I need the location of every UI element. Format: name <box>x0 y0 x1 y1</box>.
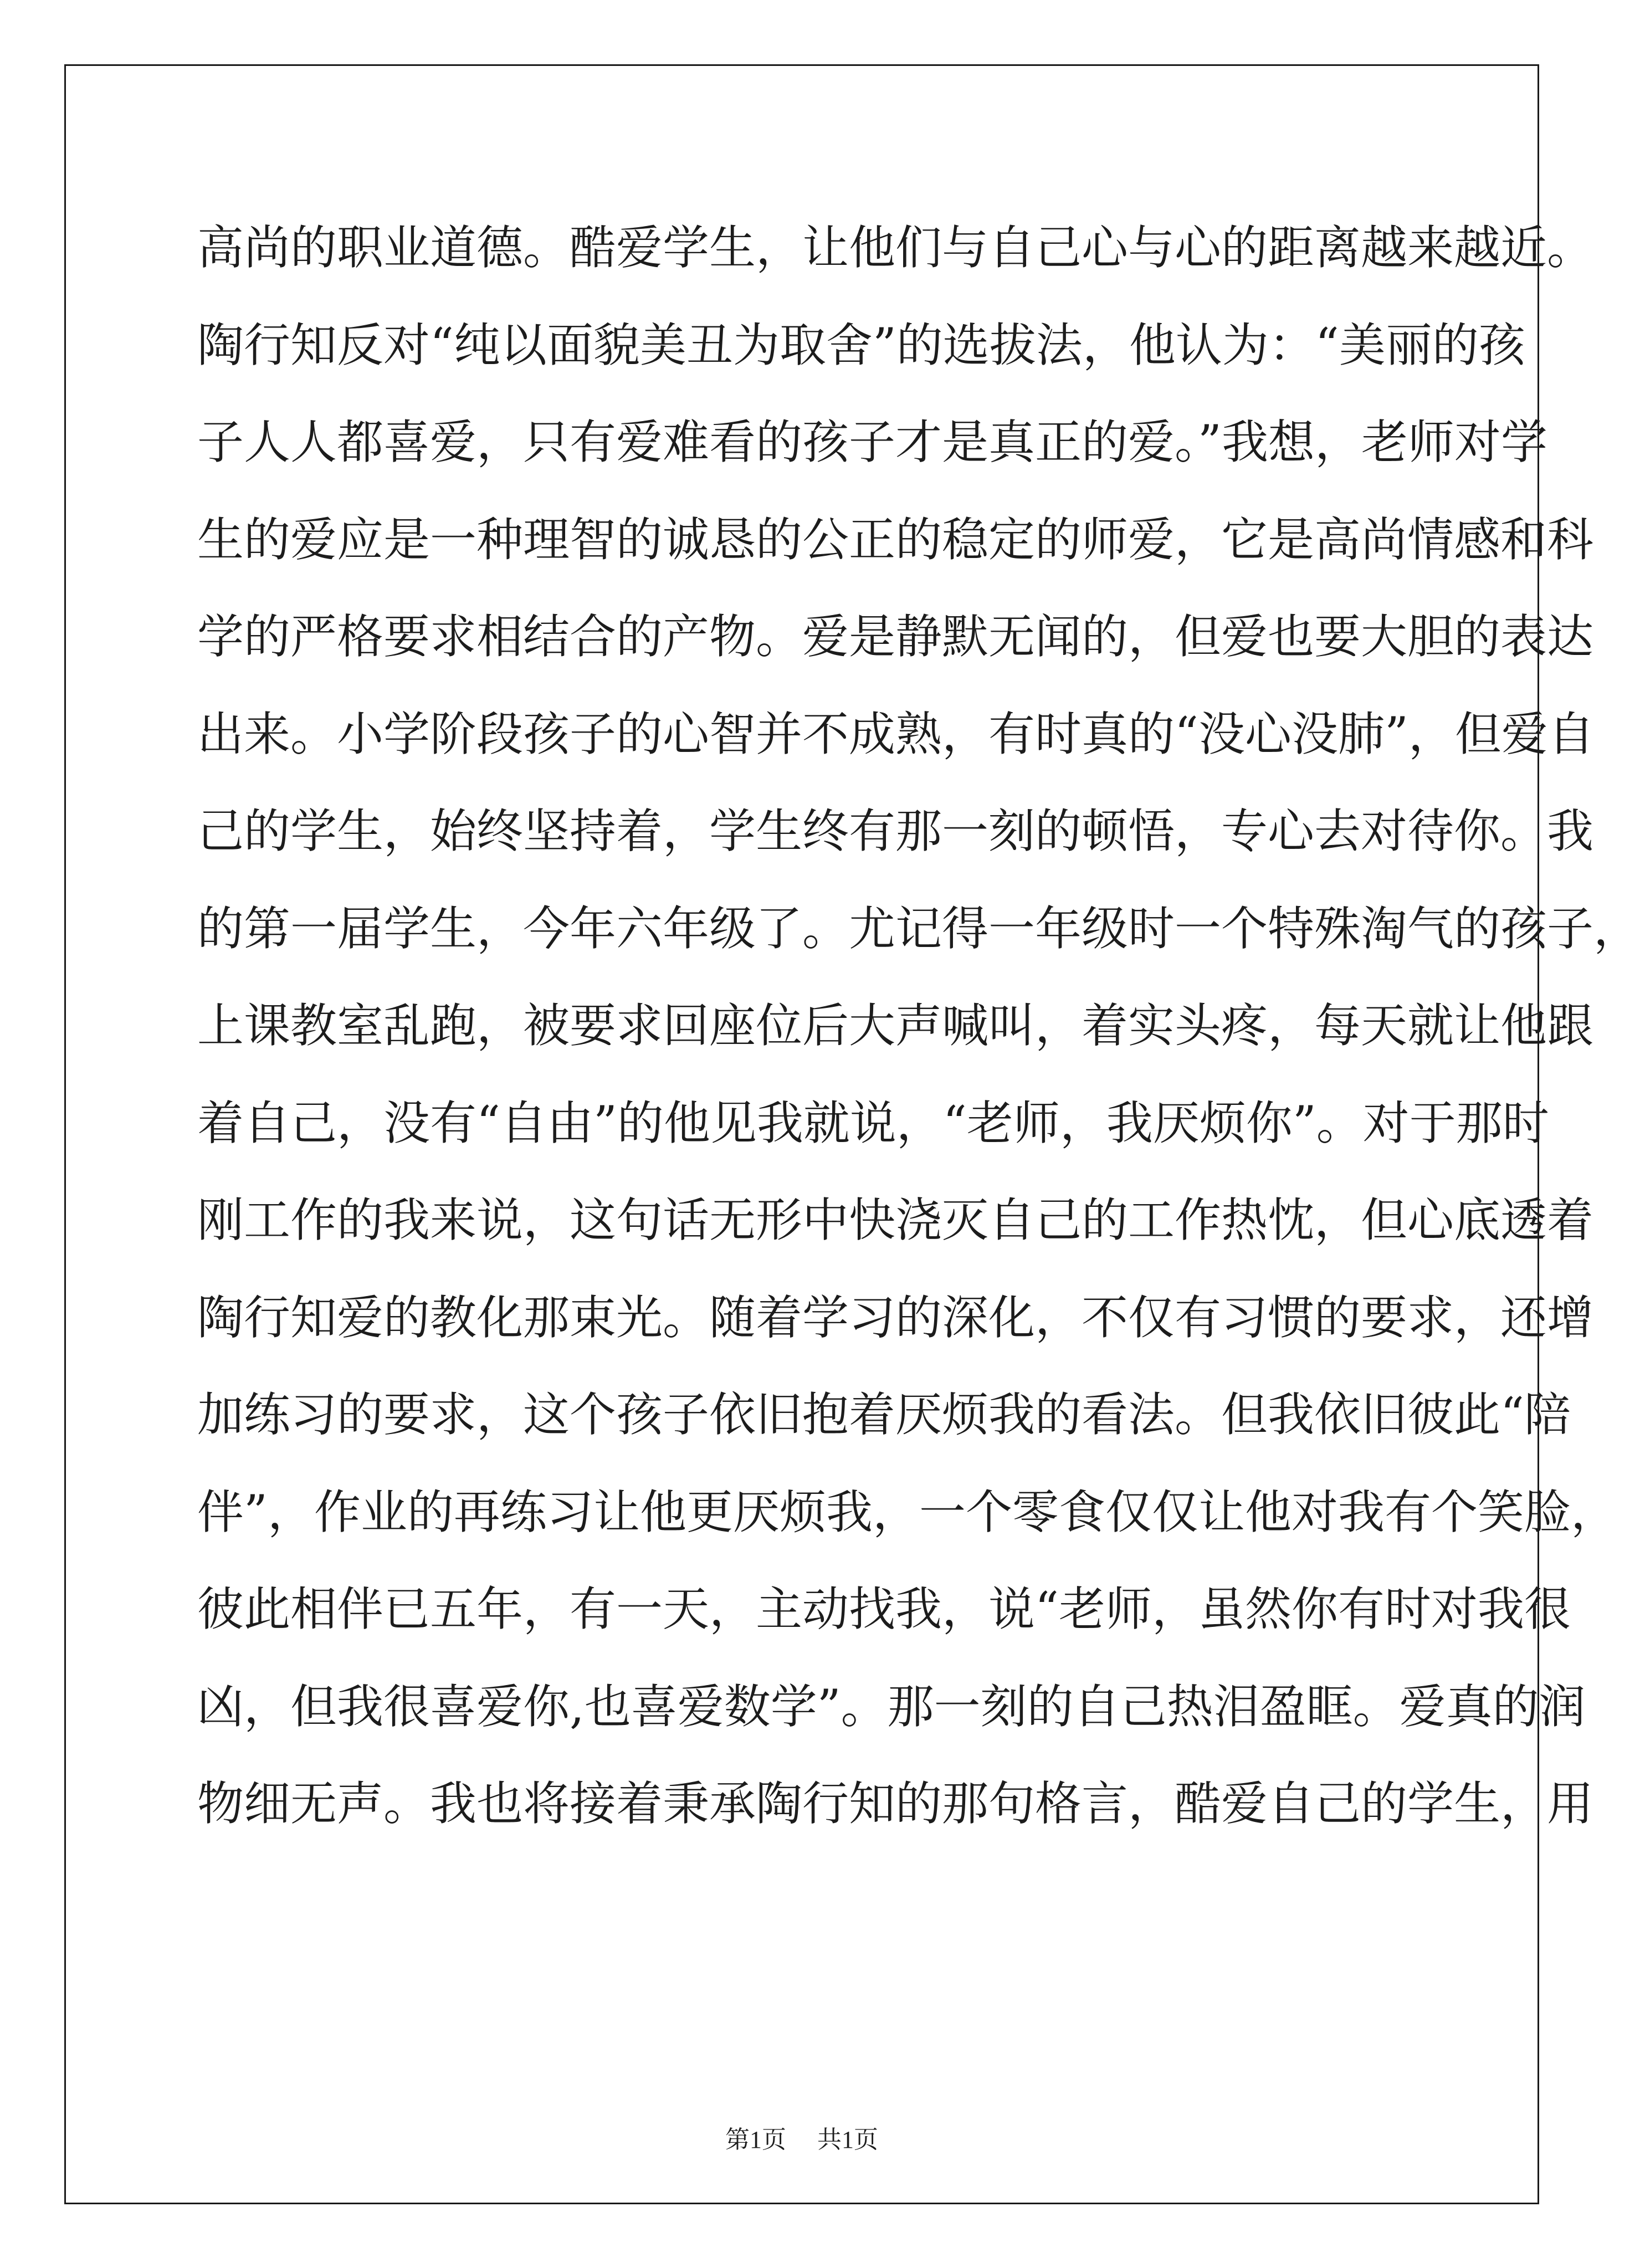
text-line-2: 陶行知反对“纯以面貌美丑为取舍”的选拔法，他认为：“美丽的孩 <box>197 318 1525 372</box>
text-line-11: 刚工作的我来说，这句话无形中快浇灭自己的工作热忱，但心底透着 <box>197 1193 1594 1247</box>
text-line-9: 上课教室乱跑，被要求回座位后大声喊叫，着实头疼，每天就让他跟 <box>197 999 1594 1053</box>
text-line-7: 己的学生，始终坚持着，学生终有那一刻的顿悟，专心去对待你。我 <box>197 804 1594 858</box>
text-line-1: 高尚的职业道德。酷爱学生，让他们与自己心与心的距离越来越近。 <box>197 221 1594 275</box>
text-line-10: 着自己，没有“自由”的他见我就说，“老师，我厌烦你”。对于那时 <box>197 1095 1549 1150</box>
text-line-8: 的第一届学生，今年六年级了。尤记得一年级时一个特殊淘气的孩子， <box>197 901 1640 956</box>
page-number-current: 第1页 <box>725 2126 786 2153</box>
body-text <box>197 199 1640 1853</box>
text-line-6: 出来。小学阶段孩子的心智并不成熟，有时真的“没心没肺”，但爱自 <box>197 706 1595 761</box>
text-line-15: 彼此相伴已五年，有一天，主动找我，说“老师，虽然你有时对我很 <box>197 1582 1571 1636</box>
text-line-5: 学的严格要求相结合的产物。爱是静默无闻的，但爱也要大胆的表达 <box>197 610 1594 664</box>
text-line-16: 凶，但我很喜爱你,也喜爱数学”。那一刻的自己热泪盈眶。爱真的润 <box>197 1679 1586 1734</box>
page-number-total: 共1页 <box>817 2126 878 2153</box>
page-footer <box>0 2123 1603 2157</box>
text-line-14: 伴”，作业的再练习让他更厌烦我，一个零食仅仅让他对我有个笑脸， <box>197 1484 1617 1539</box>
text-line-13: 加练习的要求，这个孩子依旧抱着厌烦我的看法。但我依旧彼此“陪 <box>197 1388 1571 1442</box>
text-line-3: 子人人都喜爱，只有爱难看的孩子才是真正的爱。”我想，老师对学 <box>197 415 1547 469</box>
text-line-4: 生的爱应是一种理智的诚恳的公正的稳定的师爱，它是高尚情感和科 <box>197 512 1594 567</box>
text-line-12: 陶行知爱的教化那束光。随着学习的深化，不仅有习惯的要求，还增 <box>197 1290 1594 1345</box>
text-line-17: 物细无声。我也将接着秉承陶行知的那句格言，酷爱自己的学生，用 <box>197 1776 1594 1831</box>
